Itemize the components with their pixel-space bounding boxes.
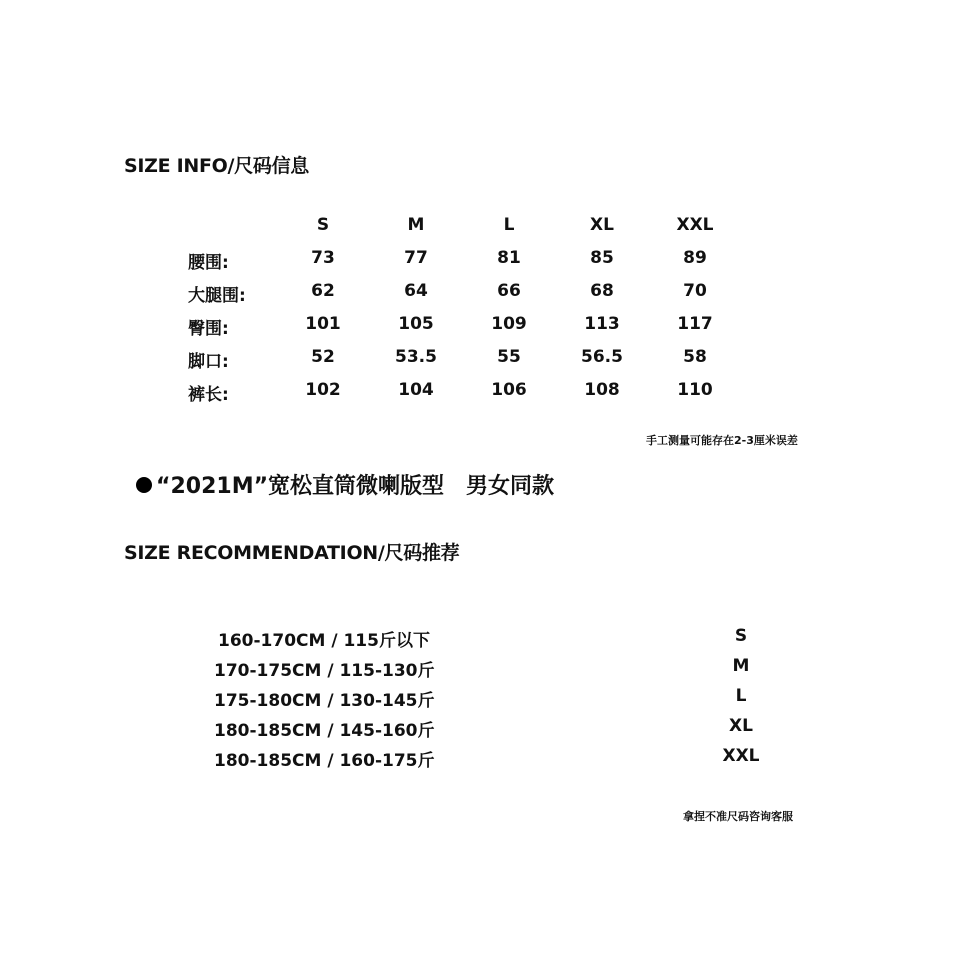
recommendation-size: L — [735, 686, 747, 706]
table-cell: 113 — [584, 314, 620, 334]
table-cell: 106 — [491, 380, 527, 400]
row-label-length: 裤长: — [188, 385, 229, 405]
table-cell: 81 — [497, 248, 521, 268]
recommendation-size: M — [732, 656, 750, 676]
column-header-m: M — [407, 215, 425, 235]
recommendation-size: XL — [729, 716, 753, 736]
column-header-l: L — [503, 215, 515, 235]
row-label-leg-opening: 脚口: — [188, 352, 229, 372]
table-cell: 68 — [590, 281, 614, 301]
size-recommendation-title: SIZE RECOMMENDATION/尺码推荐 — [124, 542, 460, 564]
customer-service-note: 拿捏不准尺码咨询客服 — [683, 810, 793, 823]
table-cell: 101 — [305, 314, 341, 334]
headline — [136, 469, 554, 500]
table-cell: 56.5 — [581, 347, 623, 367]
column-header-xl: XL — [590, 215, 614, 235]
row-label-hip: 臀围: — [188, 319, 229, 339]
table-cell: 117 — [677, 314, 713, 334]
table-cell: 52 — [311, 347, 335, 367]
table-cell: 66 — [497, 281, 521, 301]
headline-suffix: 男女同款 — [466, 474, 555, 499]
table-cell: 70 — [683, 281, 707, 301]
table-cell: 64 — [404, 281, 428, 301]
table-cell: 55 — [497, 347, 521, 367]
recommendation-range: 160-170CM / 115斤以下 — [218, 631, 430, 651]
recommendation-range: 175-180CM / 130-145斤 — [214, 691, 435, 711]
table-cell: 77 — [404, 248, 428, 268]
row-label-waist: 腰围: — [188, 253, 229, 273]
measurement-note: 手工测量可能存在2-3厘米误差 — [646, 434, 798, 447]
table-cell: 53.5 — [395, 347, 437, 367]
table-cell: 105 — [398, 314, 434, 334]
size-info-title: SIZE INFO/尺码信息 — [124, 155, 309, 177]
row-label-thigh: 大腿围: — [188, 286, 246, 306]
bullet-icon — [136, 477, 152, 493]
recommendation-range: 180-185CM / 145-160斤 — [214, 721, 435, 741]
table-cell: 85 — [590, 248, 614, 268]
table-cell: 58 — [683, 347, 707, 367]
recommendation-range: 170-175CM / 115-130斤 — [214, 661, 435, 681]
table-cell: 73 — [311, 248, 335, 268]
table-cell: 109 — [491, 314, 527, 334]
table-cell: 110 — [677, 380, 713, 400]
recommendation-range: 180-185CM / 160-175斤 — [214, 751, 435, 771]
table-cell: 102 — [305, 380, 341, 400]
table-cell: 89 — [683, 248, 707, 268]
column-header-xxl: XXL — [676, 215, 714, 235]
table-cell: 62 — [311, 281, 335, 301]
headline-main: “2021M”宽松直筒微喇版型 — [156, 474, 445, 499]
table-cell: 104 — [398, 380, 434, 400]
recommendation-size: S — [734, 626, 748, 646]
recommendation-size: XXL — [722, 746, 760, 766]
table-cell: 108 — [584, 380, 620, 400]
column-header-s: S — [316, 215, 330, 235]
